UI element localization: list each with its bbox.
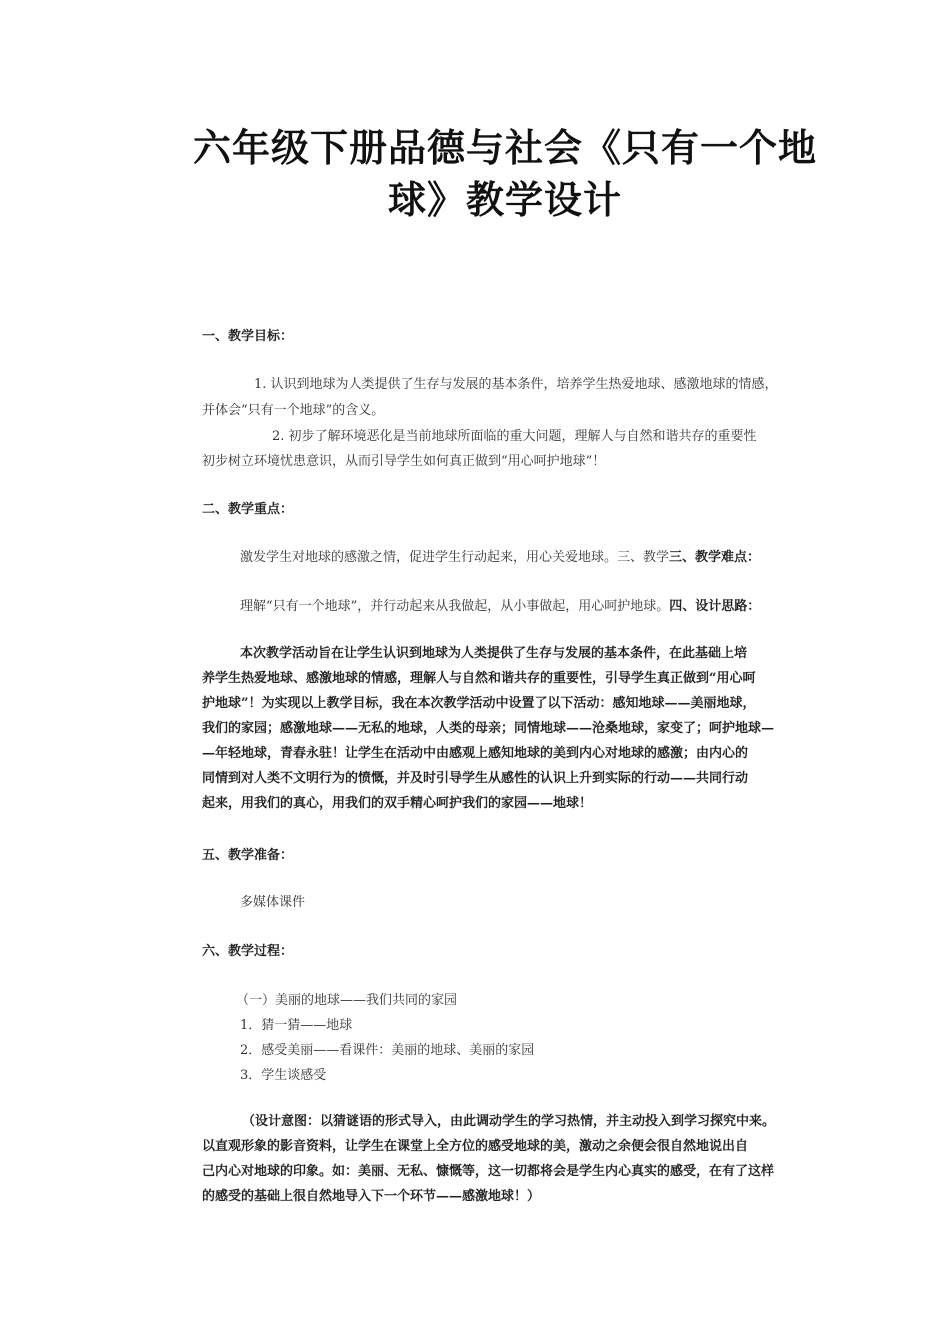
title-line-2: 球》教学设计: [387, 177, 622, 222]
intent-line: （设计意图：以猜谜语的形式导入，由此调动学生的学习热情，并主动投入到学习探究中来。: [242, 1114, 776, 1129]
preparation-heading: 五、教学准备：: [202, 848, 294, 863]
design-line: 同情到对人类不文明行为的愤慨，并及时引导学生从感性的认识上升到实际的行动——共同行动: [202, 771, 749, 786]
difficulty-body: 理解“只有一个地球”，并行动起来从我做起，从小事做起，用心呵护地球。: [240, 599, 670, 614]
design-line: 起来，用我们的真心，用我们的双手精心呵护我们的家园——地球！: [202, 796, 593, 811]
design-heading: 四、设计思路：: [669, 599, 761, 614]
key-points-text: [240, 546, 760, 565]
design-line: —年轻地球，青春永驻！让学生在活动中由感观上感知地球的美到内心对地球的感激；由内心的: [202, 746, 749, 761]
design-paragraph: [202, 641, 812, 816]
design-line: 本次教学活动旨在让学生认识到地球为人类提供了生存与发展的基本条件，在此基础上培: [240, 646, 748, 661]
title-line-1: 六年级下册品德与社会《只有一个地: [192, 125, 817, 170]
design-line: 我们的家园；感激地球——无私的地球，人类的母亲；同情地球——沧桑地球，家变了；呵护地球—: [202, 721, 775, 736]
process-heading: 六、教学过程：: [202, 944, 294, 959]
preparation-text: 多媒体课件: [240, 895, 306, 910]
intent-line: 以直观形象的影音资料，让学生在课堂上全方位的感受地球的美，激动之余便会很自然地说出自: [202, 1139, 749, 1154]
intent-line: 的感受的基础上很自然地导入下一个环节——感激地球！）: [202, 1189, 541, 1204]
difficulty-heading: 三、教学难点：: [669, 550, 761, 565]
goals-heading: 一、教学目标：: [202, 329, 294, 344]
document-title: [150, 122, 860, 226]
goal-1-line-1: 1. 认识到地球为人类提供了生存与发展的基本条件，培养学生热爱地球、感激地球的情感，: [254, 377, 778, 392]
design-line: 养学生热爱地球、感激地球的情感，理解人与自然和谐共存的重要性，引导学生真正做到“用心呵: [202, 671, 756, 686]
difficulty-text: [240, 595, 760, 614]
goal-1-line-2: 并体会“只有一个地球”的含义。: [202, 403, 385, 418]
goal-2-line-2: 初步树立环境忧患意识，从而引导学生如何真正做到“用心呵护地球”！: [202, 454, 606, 469]
process-item: 3．学生谈感受: [240, 1068, 327, 1083]
process-item: （一）美丽的地球——我们共同的家园: [236, 993, 458, 1008]
key-points-body: 激发学生对地球的感激之情，促进学生行动起来，用心关爱地球。三、教学: [240, 550, 670, 565]
process-item: 2．感受美丽——看课件：美丽的地球、美丽的家园: [240, 1043, 535, 1058]
process-item: 1．猜一猜——地球: [240, 1018, 353, 1033]
intent-line: 己内心对地球的印象。如：美丽、无私、慷慨等，这一切都将会是学生内心真实的感受，在有了这样: [202, 1164, 775, 1179]
design-intent-paragraph: [202, 1109, 812, 1209]
design-line: 护地球”！为实现以上教学目标，我在本次教学活动中设置了以下活动：感知地球——美丽地球，: [202, 696, 756, 711]
key-points-heading: 二、教学重点：: [202, 502, 294, 517]
goal-2-line-1: 2. 初步了解环境恶化是当前地球所面临的重大问题，理解人与自然和谐共存的重要性: [272, 429, 757, 444]
